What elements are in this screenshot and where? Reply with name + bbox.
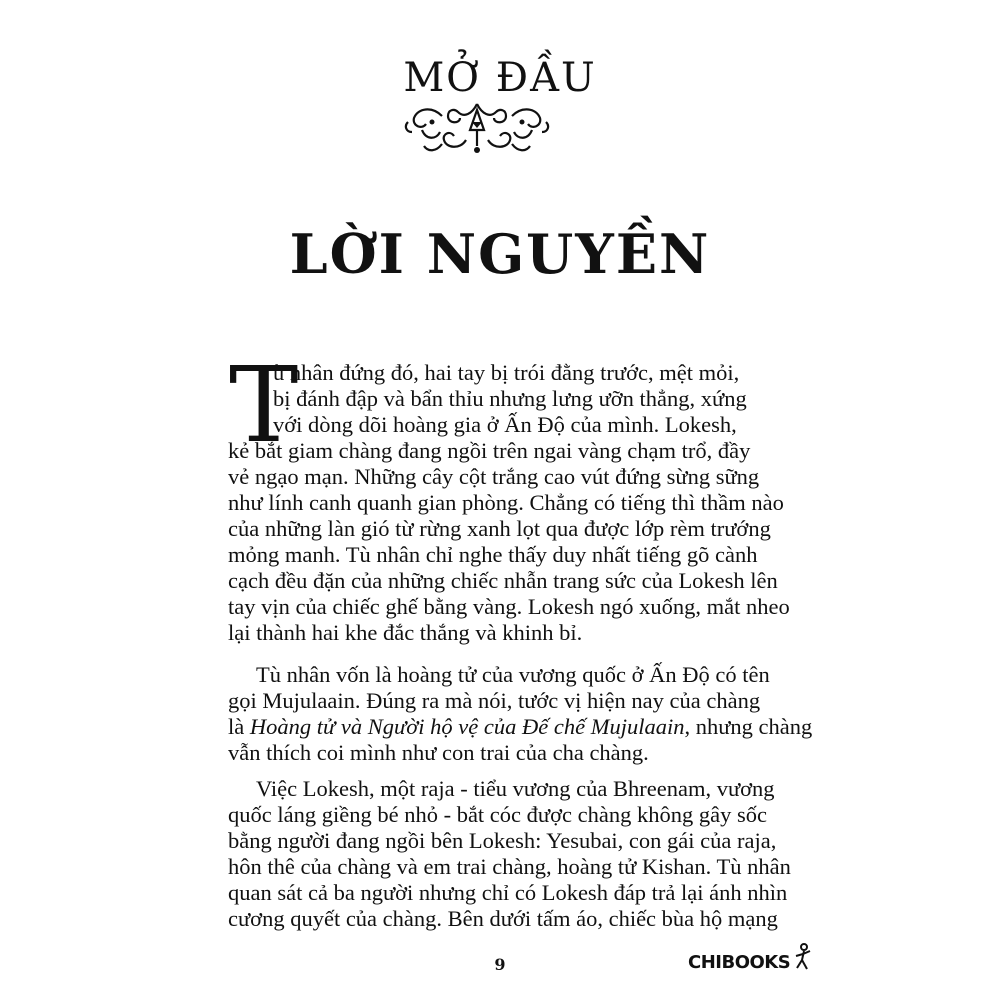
text-line: lại thành hai khe đắc thắng và khinh bỉ. [228,620,583,645]
chapter-title: LỜI NGUYỀN [289,222,711,286]
text-line: quốc láng giềng bé nhỏ - bắt cóc được chàng không gây sốc [228,802,767,827]
text-line: vẻ ngạo mạn. Những cây cột trắng cao vút đứng sừng sững [228,464,760,489]
text-line: ù nhân đứng đó, hai tay bị trói đằng trước, mệt mỏi, [273,360,740,385]
part-title: MỞ ĐẦU [403,55,597,101]
text-line [228,714,812,740]
text-line: như lính canh quanh gian phòng. Chẳng có tiếng thì thầm nào [228,490,784,515]
page-number: 9 [494,955,506,974]
text-line: bằng người đang ngồi bên Lokesh: Yesubai, con gái của raja, [228,828,777,853]
publisher-figure-icon [792,942,814,972]
decorative-flourish-icon [402,100,552,156]
text-line: hôn thê của chàng và em trai chàng, hoàng tử Kishan. Tù nhân [228,854,791,879]
text-line: Tù nhân vốn là hoàng tử của vương quốc ở Ấn Độ có tên [256,662,770,687]
text-line: của những làn gió từ rừng xanh lọt qua được lớp rèm trướng [228,516,771,541]
text-segment: là [228,714,250,739]
text-line: vẫn thích coi mình như con trai của cha chàng. [228,740,649,765]
text-line: quan sát cả ba người nhưng chỉ có Lokesh đáp trả lại ánh nhìn [228,880,788,905]
text-segment: , nhưng chàng [684,714,813,739]
text-line: bị đánh đập và bẩn thỉu nhưng lưng ưỡn thẳng, xứng [273,386,747,411]
text-line: với dòng dõi hoàng gia ở Ấn Độ của mình. Lokesh, [273,412,737,437]
text-line: cương quyết của chàng. Bên dưới tấm áo, chiếc bùa hộ mạng [228,906,778,931]
text-line: mỏng manh. Tù nhân chỉ nghe thấy duy nhất tiếng gõ cành [228,542,758,567]
text-line: tay vịn của chiếc ghế bằng vàng. Lokesh ngó xuống, mắt nheo [228,594,790,619]
text-line: gọi Mujulaain. Đúng ra mà nói, tước vị hiện nay của chàng [228,688,761,713]
publisher-logo: CHIBOOKS [688,952,791,973]
drop-cap: T [229,344,299,466]
text-line: kẻ bắt giam chàng đang ngồi trên ngai vàng chạm trổ, đầy [228,438,751,463]
italic-title: Hoàng tử và Người hộ vệ của Đế chế Mujulaain [249,714,685,739]
text-line: cạch đều đặn của những chiếc nhẫn trang sức của Lokesh lên [228,568,778,593]
text-line: Việc Lokesh, một raja - tiểu vương của Bhreenam, vương [256,776,775,801]
